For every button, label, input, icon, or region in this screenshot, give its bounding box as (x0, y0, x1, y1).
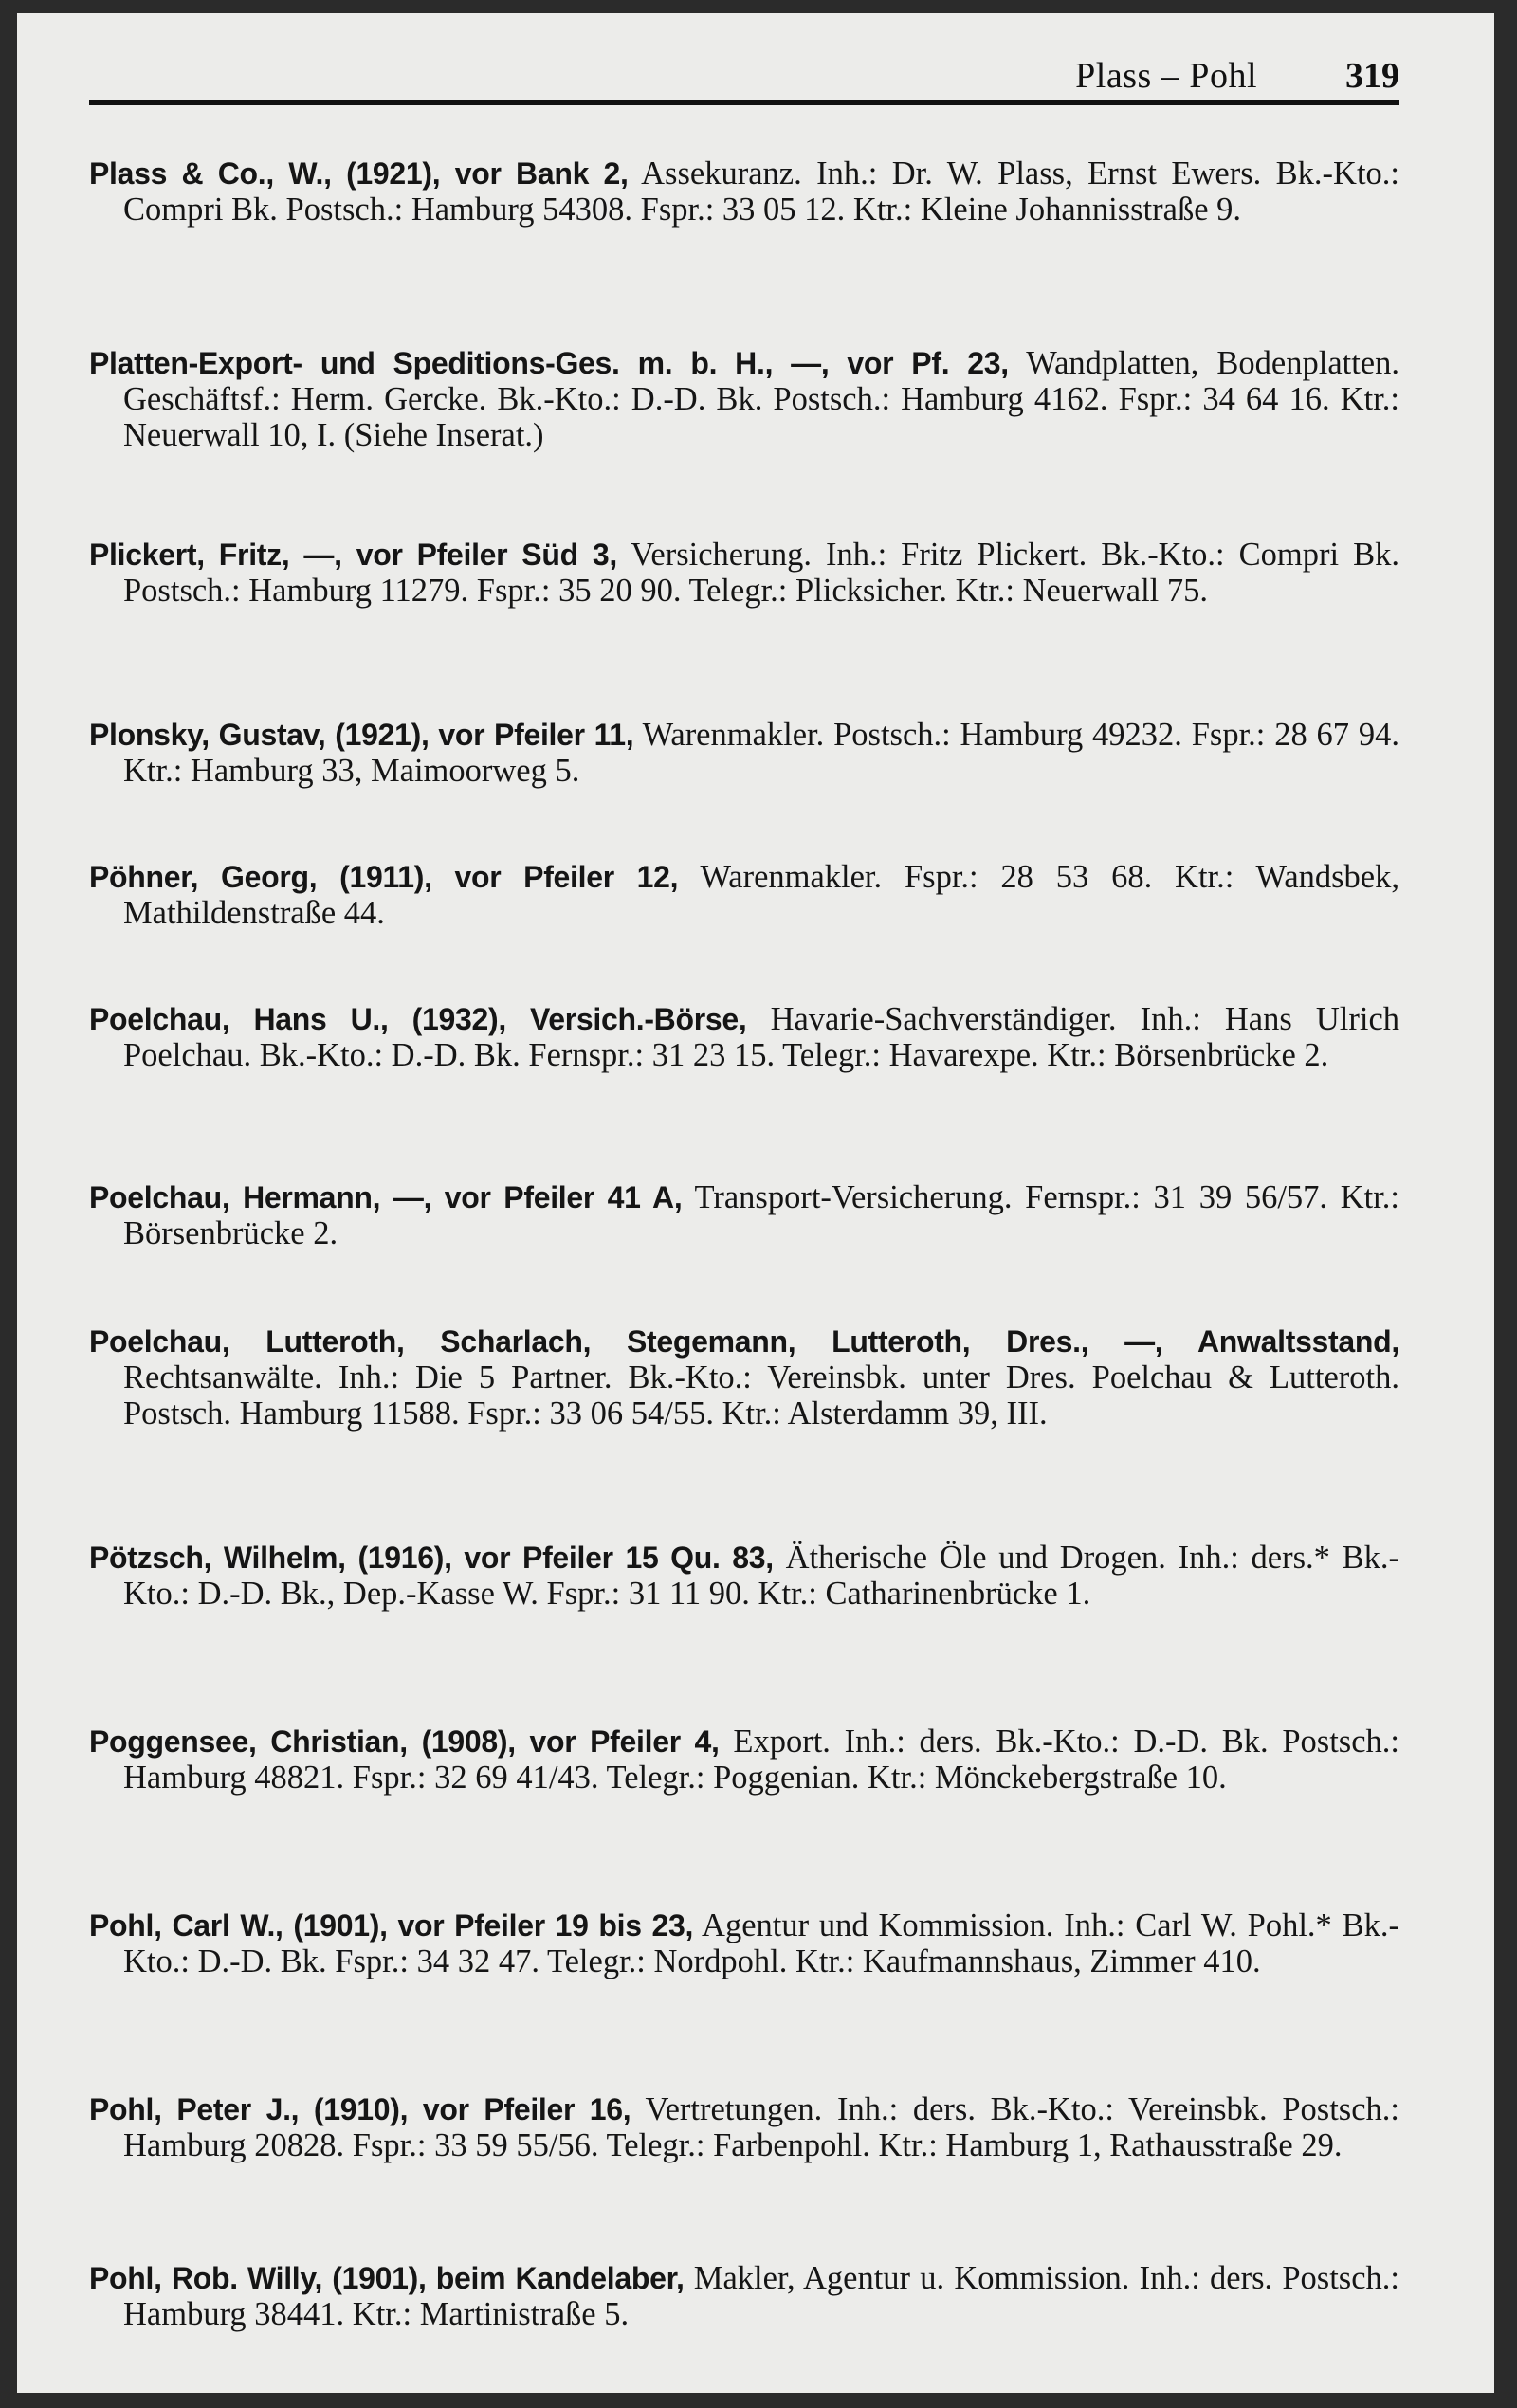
entry-name: Plass & Co., W., (1921), vor Bank 2, (89, 156, 629, 191)
entry-text: Vertretungen. Inh.: ders. Bk.-Kto.: Vereinsbk. Postsch.: Hamburg 20828. Fspr.: 33 59 55/56. Telegr.: Farbenpohl. Ktr.: Hamburg 1, Rathausstraße 29. (123, 2091, 1399, 2163)
directory-page (17, 13, 1494, 2393)
directory-entry (89, 537, 1399, 609)
entry-text: Ätherische Öle und Drogen. Inh.: ders.* Bk.-Kto.: D.-D. Bk., Dep.-Kasse W. Fspr.: 31 11 90. Ktr.: Catharinenbrücke 1. (123, 1540, 1399, 1612)
entry-name: Pöhner, Georg, (1911), vor Pfeiler 12, (89, 860, 679, 894)
entry-text: Havarie-Sachverständiger. Inh.: Hans Ulrich Poelchau. Bk.-Kto.: D.-D. Bk. Fernspr.: 31 23 15. Telegr.: Havarexpe. Ktr.: Börsenbrücke 2. (123, 1001, 1400, 1073)
entry-name: Poelchau, Hermann, —, vor Pfeiler 41 A, (89, 1180, 683, 1214)
entry-name: Pohl, Peter J., (1910), vor Pfeiler 16, (89, 2092, 631, 2126)
entry-text: Wandplatten, Bodenplatten. Geschäftsf.: Herm. Gercke. Bk.-Kto.: D.-D. Bk. Postsch.: Hamburg 4162. Fspr.: 34 64 16. Ktr.: Neuerwall 10, I. (Siehe Inserat.) (123, 345, 1399, 453)
entry-text: Rechtsanwälte. Inh.: Die 5 Partner. Bk.-Kto.: Vereinsbk. unter Dres. Poelchau & Lutteroth. Postsch. Hamburg 11588. Fspr.: 33 06 54/55. Ktr.: Alsterdamm 39, III. (123, 1359, 1399, 1432)
entry-text: Transport-Versicherung. Fernspr.: 31 39 56/57. Ktr.: Börsenbrücke 2. (123, 1179, 1399, 1251)
entry-name: Poggensee, Christian, (1908), vor Pfeiler 4, (89, 1724, 720, 1759)
entry-text: Versicherung. Inh.: Fritz Plickert. Bk.-Kto.: Compri Bk. Postsch.: Hamburg 11279. Fspr.: 35 20 90. Telegr.: Plicksicher. Ktr.: Neuerwall 75. (123, 537, 1399, 609)
directory-entry (89, 1323, 1399, 1432)
entry-name: Plonsky, Gustav, (1921), vor Pfeiler 11, (89, 718, 634, 752)
entry-name: Platten-Export- und Speditions-Ges. m. b. H., —, vor Pf. 23, (89, 346, 1009, 380)
entry-name: Plickert, Fritz, —, vor Pfeiler Süd 3, (89, 538, 617, 572)
entry-name: Pohl, Carl W., (1901), vor Pfeiler 19 bis 23, (89, 1908, 694, 1943)
directory-entry (89, 1001, 1399, 1073)
directory-entry (89, 2091, 1399, 2163)
directory-entry (89, 1907, 1399, 1979)
directory-entry (89, 1724, 1399, 1796)
directory-entry (89, 155, 1399, 228)
entry-text: Assekuranz. Inh.: Dr. W. Plass, Ernst Ewers. Bk.-Kto.: Compri Bk. Postsch.: Hamburg 54308. Fspr.: 33 05 12. Ktr.: Kleine Johannisstraße 9. (123, 155, 1400, 228)
directory-entry (89, 717, 1399, 789)
entry-name: Poelchau, Hans U., (1932), Versich.-Börse, (89, 1002, 747, 1036)
entry-name: Poelchau, Lutteroth, Scharlach, Stegemann, Lutteroth, Dres., —, Anwaltsstand, (89, 1324, 1399, 1359)
directory-entry (89, 2260, 1399, 2332)
directory-entry (89, 859, 1399, 931)
entry-name: Pohl, Rob. Willy, (1901), beim Kandelaber, (89, 2261, 685, 2295)
page-number: 319 (1345, 56, 1399, 96)
entry-text: Makler, Agentur u. Kommission. Inh.: ders. Postsch.: Hamburg 38441. Ktr.: Martinistraße 5. (123, 2260, 1399, 2332)
directory-entry (89, 345, 1399, 453)
entry-name: Pötzsch, Wilhelm, (1916), vor Pfeiler 15 Qu. 83, (89, 1541, 774, 1575)
directory-entry (89, 1179, 1399, 1251)
entry-text: Agentur und Kommission. Inh.: Carl W. Pohl.* Bk.-Kto.: D.-D. Bk. Fspr.: 34 32 47. Telegr.: Nordpohl. Ktr.: Kaufmannshaus, Zimmer 410. (123, 1907, 1399, 1979)
running-head: Plass – Pohl (1075, 56, 1257, 96)
directory-entry (89, 1540, 1399, 1612)
entry-text: Warenmakler. Fspr.: 28 53 68. Ktr.: Wandsbek, Mathildenstraße 44. (123, 859, 1399, 931)
page-header (89, 53, 1399, 105)
entry-text: Warenmakler. Postsch.: Hamburg 49232. Fspr.: 28 67 94. Ktr.: Hamburg 33, Maimoorweg 5. (123, 717, 1399, 789)
entry-text: Export. Inh.: ders. Bk.-Kto.: D.-D. Bk. Postsch.: Hamburg 48821. Fspr.: 32 69 41/43. Telegr.: Poggenian. Ktr.: Mönckebergstraße 10. (123, 1724, 1399, 1796)
